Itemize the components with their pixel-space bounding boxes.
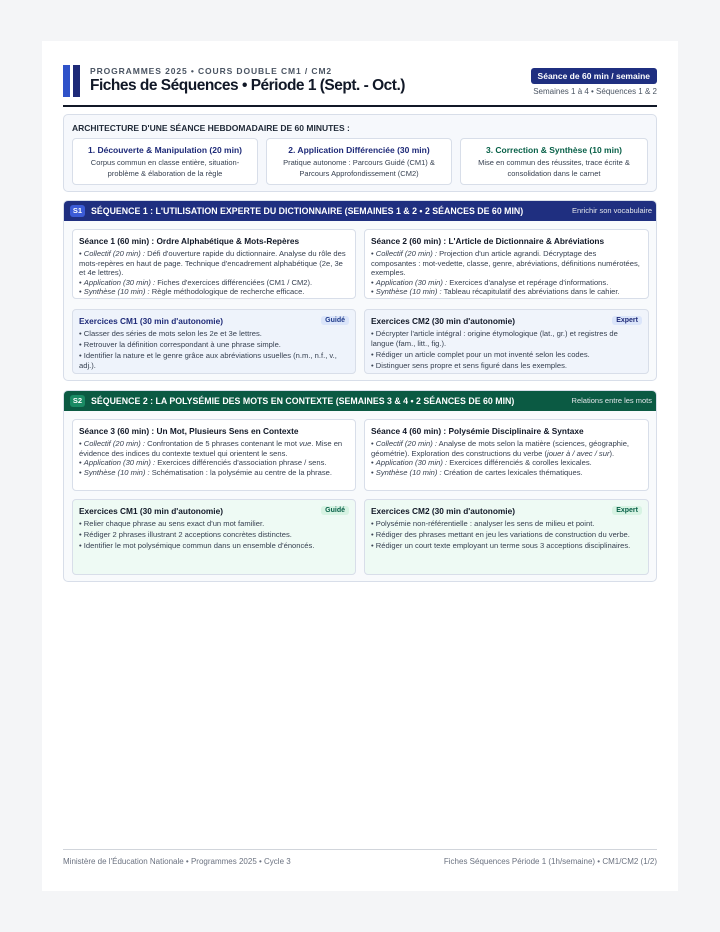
exercise-item: • Rédiger 2 phrases illustrant 2 acceptions concrètes distinctes. (79, 530, 292, 540)
step-title: 2. Application Différenciée (30 min) (288, 145, 430, 155)
expert-badge: Expert (612, 506, 642, 515)
header-kicker: PROGRAMMES 2025 • COURS DOUBLE CM1 / CM2 (90, 66, 333, 76)
expert-badge: Expert (612, 316, 642, 325)
collectif-text-end: . Mise en évidence des indices du contexte textuel qui orientent le sens. (79, 439, 343, 458)
header-divider (63, 105, 657, 107)
exercises-list (79, 519, 349, 551)
application-label: Application (30 min) : (83, 458, 156, 468)
exercise-item: • Polysémie non-référentielle : analyser les sens de milieu et point. (371, 519, 595, 528)
synthese-label: Synthèse (10 min) : (83, 467, 150, 477)
application-text: Fiches d'exercices différenciées (CM1 / CM2). (155, 277, 313, 287)
session-duration-badge: Séance de 60 min / semaine (531, 68, 657, 84)
exercise-item: • Identifier la nature et le genre grâce aux abréviations usuelles (n.m., n.f., v., adj.). (79, 351, 337, 370)
exercises-list (371, 519, 642, 551)
seance-title: Séance 4 (60 min) : Polysémie Disciplinaire & Syntaxe (371, 426, 584, 436)
application-label: Application (30 min) : (375, 458, 448, 468)
collectif-text: Analyse de mots selon la matière (sciences, géographie, géométrie). Exploration des constructions du verbe ( (371, 439, 630, 458)
footer-divider (63, 849, 657, 850)
exercise-item: • Retrouver la définition correspondant à une phrase simple. (79, 340, 281, 350)
collectif-label: Collectif (20 min) : (83, 439, 145, 448)
sequence-tag: Enrichir son vocabulaire (571, 206, 652, 215)
exercises-cm1-card (72, 309, 356, 374)
seance-title: Séance 1 (60 min) : Ordre Alphabétique & Mots-Repères (79, 236, 300, 246)
exercises-title: Exercices CM2 (30 min d'autonomie) (371, 506, 515, 516)
synthese-label: Synthèse (10 min) : (375, 467, 442, 477)
step-title: 1. Découverte & Manipulation (20 min) (88, 145, 242, 155)
architecture-title: ARCHITECTURE D'UNE SÉANCE HEBDOMADAIRE DE 60 MINUTES : (72, 123, 350, 133)
application-text: Exercices différenciés & corolles lexicales. (447, 458, 592, 468)
sequence-1-panel (63, 200, 657, 381)
seance-title: Séance 2 (60 min) : L'Article de Dictionnaire & Abréviations (371, 236, 605, 246)
exercises-list (79, 329, 349, 370)
sequence-tag: Relations entre les mots (571, 396, 652, 405)
exercise-item: • Relier chaque phrase au sens exact d'un mot familier. (79, 519, 265, 528)
synthese-label: Synthèse (10 min) : (83, 287, 150, 297)
exercises-title: Exercices CM2 (30 min d'autonomie) (371, 316, 515, 326)
page-title: Fiches de Séquences • Période 1 (Sept. - Oct.) (90, 77, 405, 94)
guided-badge: Guidé (321, 506, 349, 515)
collectif-word: jouer à / avec / sur (547, 448, 610, 458)
step-description: Corpus commun en classe entière, situation-problème & élaboration de la règle (90, 158, 240, 178)
exercise-item: • Décrypter l'article intégral : origine étymologique (lat., gr.) et registres de langue (fam., litt., fig.). (371, 329, 618, 348)
seance-body: • Collectif (20 min) : Projection d'un article agrandi. Décryptage des composantes : mot-vedette, classe, genre, abréviations, définitions numérotées, exemples. • Application (30 min) : Exercices d'analyse et repérage d'informations. • Synthèse (10 min) : Tableau récapitulatif des abréviations dans le cahier. (371, 249, 640, 297)
application-label: Application (30 min) : (83, 277, 156, 287)
synthese-text: Tableau récapitulatif des abréviations dans le cahier. (441, 287, 620, 297)
exercise-item: • Rédiger un article complet pour un mot inventé selon les codes. (371, 349, 590, 359)
synthese-text: Création de cartes lexicales thématiques. (441, 467, 583, 477)
exercise-item: • Distinguer sens propre et sens figuré dans les exemples. (371, 360, 567, 370)
seance-4-card (364, 419, 649, 491)
page (42, 41, 678, 891)
exercises-list (371, 329, 642, 370)
exercises-cm2-card (364, 499, 649, 575)
architecture-panel (63, 114, 657, 192)
exercises-title: Exercices CM1 (30 min d'autonomie) (79, 316, 223, 326)
sequence-title: SÉQUENCE 2 : LA POLYSÉMIE DES MOTS EN CONTEXTE (SEMAINES 3 & 4 • 2 SÉANCES DE 60 MIN) (91, 396, 515, 406)
seance-body: • Collectif (20 min) : Confrontation de 5 phrases contenant le mot vue. Mise en évidence des indices du contexte textuel qui orientent le sens. • Application (30 min) : Exercices différenciés d'association phrase / sens. • Synthèse (10 min) : Schématisation : la polysémie au centre de la phrase. (79, 439, 343, 477)
application-text: Exercices d'analyse et repérage d'informations. (447, 277, 609, 287)
weeks-info: Semaines 1 à 4 • Séquences 1 & 2 (533, 87, 657, 96)
architecture-step-2 (266, 138, 452, 185)
seance-body: • Collectif (20 min) : Analyse de mots selon la matière (sciences, géographie, géométrie). Exploration des constructions du verbe (jouer à / avec / sur). • Application (30 min) : Exercices différenciés & corolles lexicales. • Synthèse (10 min) : Création de cartes lexicales thématiques. (371, 439, 630, 477)
exercises-cm2-card (364, 309, 649, 374)
sequence-title: SÉQUENCE 1 : L'UTILISATION EXPERTE DU DICTIONNAIRE (SEMAINES 1 & 2 • 2 SÉANCES DE 60 MIN) (91, 206, 524, 216)
exercises-title: Exercices CM1 (30 min d'autonomie) (79, 506, 223, 516)
collectif-text: Confrontation de 5 phrases contenant le mot (144, 439, 300, 448)
step-description: Mise en commun des réussites, trace écrite & consolidation dans le carnet (478, 158, 630, 178)
header-accent-bar-dark (73, 65, 80, 97)
exercise-item: • Rédiger des phrases mettant en jeu les variations de construction du verbe. (371, 530, 630, 540)
exercise-item: • Classer des séries de mots selon les 2e et 3e lettres. (79, 329, 262, 338)
page-content (63, 41, 657, 891)
architecture-step-1 (72, 138, 258, 185)
sequence-2-panel (63, 390, 657, 582)
seance-1-card (72, 229, 356, 299)
header-accent-bar (63, 65, 70, 97)
step-description: Pratique autonome : Parcours Guidé (CM1) & Parcours Approfondissement (CM2) (283, 158, 435, 178)
seance-title: Séance 3 (60 min) : Un Mot, Plusieurs Sens en Contexte (79, 426, 299, 436)
collectif-label: Collectif (20 min) : (83, 249, 145, 258)
sequence-number-badge: S1 (70, 205, 85, 217)
collectif-text-end: ). (609, 448, 615, 458)
sequence-2-header (64, 391, 656, 411)
footer-right: Fiches Séquences Période 1 (1h/semaine) • CM1/CM2 (1/2) (443, 857, 657, 866)
seance-3-card (72, 419, 356, 491)
collectif-text: Projection d'un article agrandi. Décryptage des composantes : mot-vedette, classe, genre, abréviations, définitions numérotées, exemples. (371, 249, 640, 278)
application-label: Application (30 min) : (375, 277, 448, 287)
page-header (63, 65, 657, 105)
collectif-word: vue (299, 439, 312, 448)
exercise-item: • Identifier le mot polysémique commun dans un ensemble d'énoncés. (79, 541, 315, 551)
sequence-number-badge: S2 (70, 395, 85, 407)
collectif-label: Collectif (20 min) : (375, 249, 437, 258)
synthese-text: Règle méthodologique de recherche efficace. (149, 287, 305, 297)
seance-body: • Collectif (20 min) : Défi d'ouverture rapide du dictionnaire. Analyse du rôle des mots-repères en haut de page. Technique d'encadrement alphabétique (2e, 3e et 4e lettres). • Application (30 min) : Fiches d'exercices différenciées (CM1 / CM2). • Synthèse (10 min) : Règle méthodologique de recherche efficace. (79, 249, 346, 297)
seance-2-card (364, 229, 649, 299)
synthese-text: Schématisation : la polysémie au centre de la phrase. (149, 467, 332, 477)
step-title: 3. Correction & Synthèse (10 min) (485, 145, 623, 155)
exercise-item: • Rédiger un court texte employant un terme sous 3 acceptions disciplinaires. (371, 541, 631, 551)
application-text: Exercices différenciés d'association phrase / sens. (155, 458, 327, 468)
architecture-step-3 (460, 138, 648, 185)
footer-left: Ministère de l'Éducation Nationale • Programmes 2025 • Cycle 3 (63, 857, 291, 866)
guided-badge: Guidé (321, 316, 349, 325)
collectif-label: Collectif (20 min) : (375, 439, 437, 448)
collectif-text: Défi d'ouverture rapide du dictionnaire. Analyse du rôle des mots-repères en haut de page. Technique d'encadrement alphabétique (2e, 3e et 4e lettres). (79, 249, 346, 278)
synthese-label: Synthèse (10 min) : (375, 287, 442, 297)
exercises-cm1-card (72, 499, 356, 575)
sequence-1-header (64, 201, 656, 221)
